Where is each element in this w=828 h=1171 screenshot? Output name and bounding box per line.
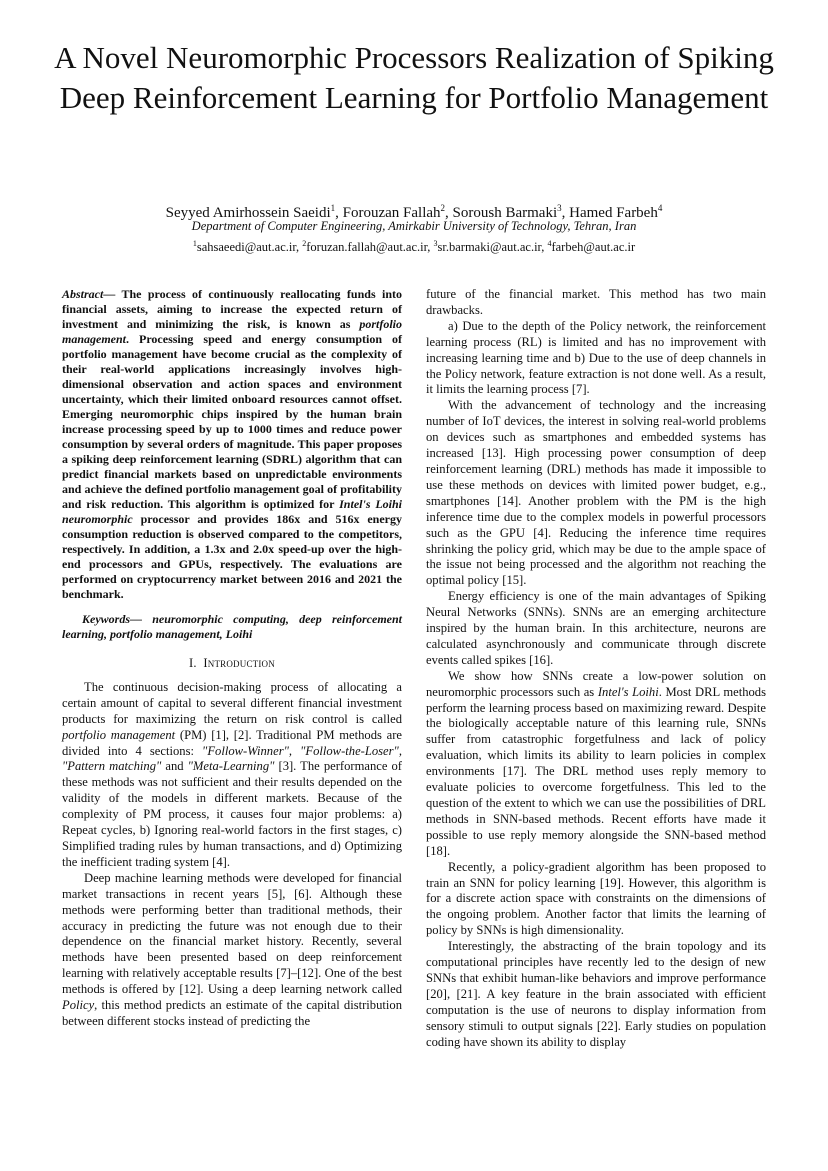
abstract-text: . Processing speed and energy consumption of portfolio management have become crucial as the complexity of their real-world applications increasingly involves high-dimensional observation and action spaces and environment uncertainty, which their limited onboard resources cannot offset. Emerging neuromorphic chips inspired by the human brain increase processing speed by up to 1000 times and reduce power consumption by several orders of magnitude. This paper proposes a spiking deep reinforcement learning (SDRL) algorithm that can predict financial markets based on unpredictable environments and achieve the defined portfolio management goal of profitability and risk reduction. This algorithm is optimized for	[62, 332, 402, 511]
keywords	[62, 612, 402, 642]
text-emphasis: Intel's Loihi	[597, 684, 659, 699]
affiliation: Department of Computer Engineering, Amirkabir University of Technology, Tehran, Iran	[191, 219, 637, 233]
abstract-label: Abstract—	[62, 287, 116, 301]
section-title: Introduction	[203, 656, 275, 670]
email: farbeh@aut.ac.ir	[551, 240, 636, 255]
paragraph: future of the financial market. This method has two main drawbacks.	[426, 287, 766, 317]
email: sr.barmaki@aut.ac.ir	[437, 240, 542, 255]
author-sep: ,	[445, 205, 453, 221]
author-sup: 1	[330, 203, 336, 213]
abstract	[62, 287, 402, 602]
paragraph: Recently, a policy-gradient algorithm has been proposed to train an SNN for policy learning [19]. However, this algorithm is for a discrete action space with constraints on the dimensions of the ongoing problem. Another factor that limits the learning of policy by SNNs is high dimensionality.	[426, 859, 766, 938]
paragraph: With the advancement of technology and the increasing number of IoT devices, the interest in solving real-world problems on devices such as smartphones and embedded systems has increased [13]. High processing power consumption of deep reinforcement learning (DRL) methods has made it impossible to use these methods on devices with limited power budget, e.g., smartphones [14]. Another problem with the PM is the high inference time due to the complex models in powerful processors such as the GPU [4]. Reducing the inference time requires shrinking the policy grid, which may be due to the ample space of the issue not being processed and the algorithm not reaching the optimal policy [15].	[426, 398, 766, 588]
abstract-emphasis: Intel's Loihi neuromorphic	[62, 497, 403, 526]
paragraph	[426, 669, 766, 860]
author-name: Forouzan Fallah	[342, 205, 441, 221]
email-sep: ,	[541, 240, 548, 255]
text-run: (PM) [1], [2]. Traditional PM methods are divided into 4 sections:	[62, 727, 403, 758]
text-emphasis: Policy	[62, 998, 95, 1013]
abstract-emphasis: portfolio management	[62, 317, 402, 346]
text-run: . Most DRL methods perform the learning process based on maximizing reward. Despite the biologically acceptable nature of this learning rule, SNNs suffer from catastrophic forgetfulness and lack of policy evaluation, which limits its ability to learn policies in complex environments [17]. The DRL method uses reply memory to evaluate policies to overcome forgetfulness. This led to the question of the extent to which we can use the possibilities of DRL methods in SNN-based methods. Recent efforts have made it possible to use reply memory alongside the SNN-based method [18].	[426, 684, 766, 858]
section-heading	[62, 656, 402, 672]
author-sep: ,	[335, 205, 343, 221]
paragraph	[62, 680, 402, 871]
email: foruzan.fallah@aut.ac.ir	[306, 240, 428, 255]
author-sup: 4	[657, 203, 663, 213]
author-sep: ,	[561, 205, 570, 221]
email: sahsaeedi@aut.ac.ir	[196, 240, 297, 255]
text-run: , this method predicts an estimate of the capital distribution between different stocks instead of predicting the	[62, 998, 402, 1028]
paragraph: Interestingly, the abstracting of the brain topology and its computational principles have recently led to the design of new SNNs that exhibit human-like behaviors and improve performance [20], [21]. A key feature in the brain associated with efficient computation is the use of neurons to display information from sensory stimuli to output signals [22]. Early studies on population coding have shown its ability to display	[426, 939, 766, 1049]
abstract-text: processor and provides 186x and 516x energy consumption reduction is observed compared to the competitors, respectively. In addition, a 1.3x and 2.0x speed-up over the high-end processors and GPUs, respectively. The evaluations are performed on cryptocurrency market between 2016 and 2021 the benchmark.	[62, 512, 402, 601]
text-run: We show how SNNs create a low-power solution on neuromorphic processors such as	[426, 668, 766, 699]
paragraph	[62, 871, 402, 1030]
text-run: [3]. The performance of these methods was not sufficient and their results depended on the validity of the models in different markets. Because of the complexity of PM process, it causes four major problems: a) Repeat cycles, b) Ignoring real-world factors in the first stages, c) Simplified trading rules by human transactions, and d) Optimizing the inefficient trading system [4].	[62, 759, 402, 869]
email-sup: 3	[433, 239, 438, 248]
text-run: The continuous decision-making process of allocating a certain amount of capital to several different financial investment products for maximizing the return on risk control is called	[62, 679, 402, 726]
author-name: Hamed Farbeh	[569, 205, 658, 221]
text-emphasis: "Meta-Learning"	[187, 759, 275, 774]
email-list	[40, 235, 788, 256]
keywords-text: neuromorphic computing, deep reinforcement learning, portfolio management, Loihi	[62, 612, 402, 641]
text-run: and	[161, 759, 188, 774]
email-sep: ,	[427, 240, 434, 255]
email-sup: 1	[192, 239, 197, 248]
left-column	[62, 287, 402, 1030]
abstract-text: The process of continuously reallocating funds into financial assets, aiming to increase the expected return of investment and minimizing the risk, is known as	[62, 287, 402, 331]
email-sup: 4	[547, 239, 552, 248]
paragraph: Energy efficiency is one of the main advantages of Spiking Neural Networks (SNNs). SNNs are an emerging architecture inspired by the human brain. In this architecture, neurons are calculated asynchronously and communicate through discrete events called spikes [16].	[426, 589, 766, 667]
email-sup: 2	[302, 239, 307, 248]
text-run: Deep machine learning methods were developed for financial market transactions in recent years [5], [6]. Although these methods were performing better than traditional methods, their accuracy in predicting the future was not enough due to their dependence on the financial market history. Recently, several methods have been presented based on deep reinforcement learning with relatively acceptable results [7]–[12]. One of the best methods is offered by [12]. Using a deep learning network called	[62, 870, 402, 997]
author-name: Seyyed Amirhossein Saeidi	[165, 205, 331, 221]
keywords-label: Keywords—	[82, 612, 142, 626]
text-emphasis: "Follow-Winner", "Follow-the-Loser", "Pattern matching"	[62, 743, 402, 774]
text-emphasis: portfolio management	[62, 727, 176, 742]
section-numeral: I.	[189, 656, 197, 670]
paper-title: A Novel Neuromorphic Processors Realization of Spiking Deep Reinforcement Learning for Portfolio Management	[54, 40, 774, 115]
author-sup: 2	[440, 203, 446, 213]
author-sup: 3	[557, 203, 562, 213]
right-column	[426, 287, 766, 1051]
paragraph: a) Due to the depth of the Policy network, the reinforcement learning process (RL) is limited and has no improvement with increasing learning time and b) Due to the use of deep channels in the Policy network, feature extraction is not done well. As a result, it limits the learning process [7].	[426, 318, 766, 397]
author-name: Soroush Barmaki	[452, 205, 558, 221]
email-sep: ,	[296, 240, 303, 255]
